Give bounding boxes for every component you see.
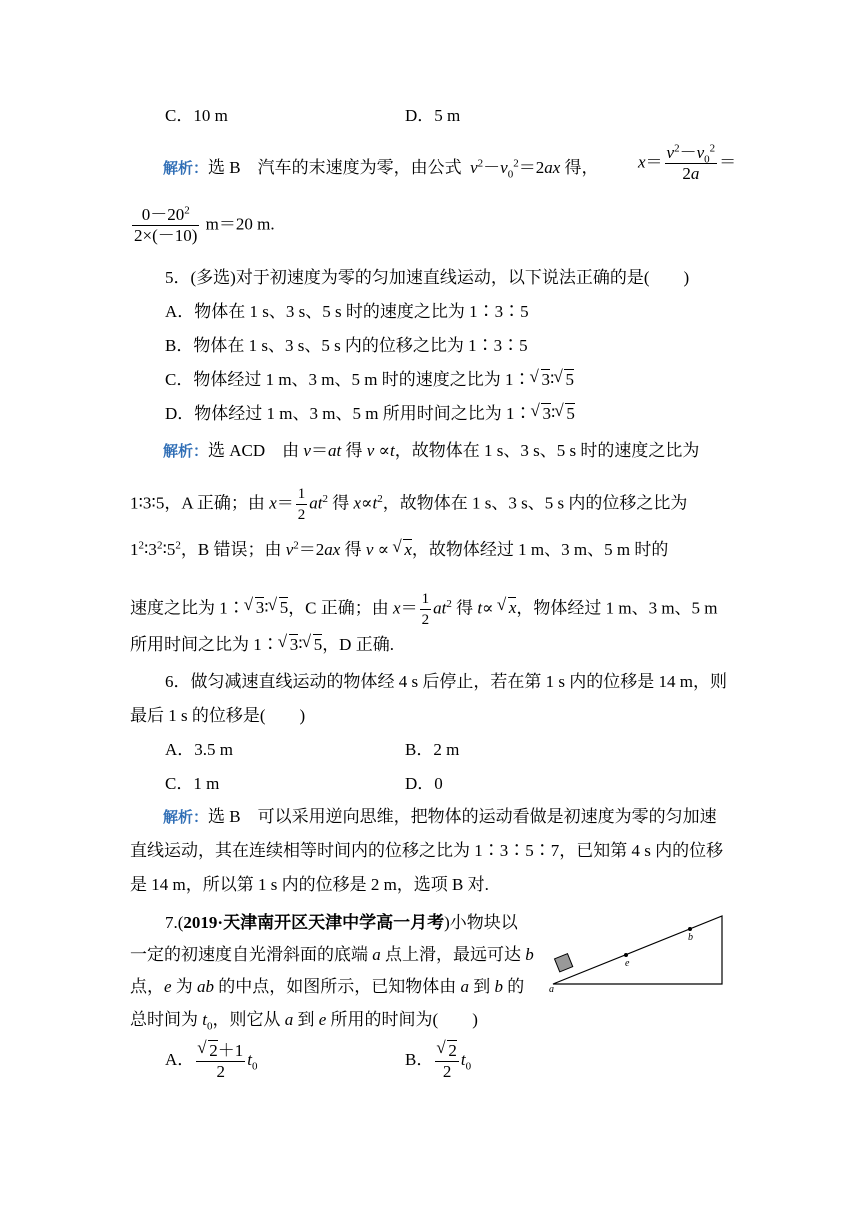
q5-option-d: D．物体经过 1 m、3 m、5 m 所用时间之比为 1∶√ 3∶√ 5 (165, 403, 575, 425)
q7-opt-b-label: B． (405, 1049, 434, 1069)
q4-result: $\frac{0-20^2}{2\times(-10)}$ m＝20 m. (134, 204, 275, 245)
q5-a4b: ，C 正确；由 (288, 598, 389, 618)
q7-stem-1 (165, 912, 518, 934)
q7-stem-2: 一定的初速度自光滑斜面的底端 a 点上滑，最远可达 b (130, 945, 534, 964)
q5-option-a: A．物体在 1 s、3 s、5 s 时的速度之比为 1∶3∶5 (165, 302, 529, 321)
q7-source: 2019·天津南开区天津中学高一月考 (183, 913, 445, 932)
analysis-label: 解析： (163, 808, 209, 826)
q5-stem: 5．(多选)对于初速度为零的匀加速直线运动，以下说法正确的是( ) (165, 268, 690, 287)
q5-analysis-line4: 速度之比为 1∶√ 3∶√ 5，C 正确；由 x＝ $\frac{1}{2}$ $at^2$ 得 t∝ √ x，物体经过 1 m、3 m、5 m (130, 589, 718, 630)
q6-analysis-3: 是 14 m，所以第 1 s 内的位移是 2 m，选项 B 对. (130, 875, 489, 894)
q6-stem-2: 最后 1 s 的位移是( ) (130, 706, 306, 725)
q7-s3a: 点， (130, 977, 164, 996)
q4-result-text: m＝20 m. (205, 214, 275, 234)
q4-analysis-text: 选 B 汽车的末速度为零，由公式 (208, 158, 462, 177)
q6-a1: 选 B 可以采用逆向思维，把物体的运动看做是初速度为零的匀加速 (208, 807, 717, 826)
block (555, 954, 573, 972)
analysis-label: 解析： (163, 442, 209, 460)
q7-s4d: 所用的时间为( ) (330, 1010, 478, 1029)
q4-analysis (163, 157, 599, 179)
q4-analysis-text-2: 得， (564, 158, 599, 177)
q7-s4a: 总时间为 (130, 1010, 198, 1029)
formula: $v^2-v_0^2=2ax$ (470, 157, 561, 181)
q7-stem1-rest: )小物块以 (444, 913, 518, 932)
q7-s2: 一定的初速度自光滑斜面的底端 (130, 945, 368, 964)
q7-s4b: ，则它从 (212, 1010, 281, 1029)
q5-analysis-line3: $1^2∶3^2∶5^2$，B 错误；由 $v^2=2ax$ 得 v ∝ √ x，故物体经过 1 m、3 m、5 m 时的 (130, 539, 668, 561)
q5-option-c: C．物体经过 1 m、3 m、5 m 时的速度之比为 1∶√ 3∶√ 5 (165, 369, 574, 391)
point-e (624, 953, 628, 957)
label-a: a (549, 984, 554, 994)
q7-s3c: 的中点，如图所示，已知物体由 (218, 977, 457, 996)
q5-a1b: ，故物体在 1 s、3 s、5 s 时的速度之比为 (394, 441, 700, 460)
q5-analysis-line2: 1∶3∶5，A 正确；由 x＝ $\frac{1}{2}$ $at^2$ 得 $x\propto t^2$，故物体在 1 s、3 s、5 s 内的位移之比为 (130, 486, 688, 523)
label-b: b (688, 932, 693, 943)
q4-fraction: x＝ $\frac{v^2-v_0^2}{2a}$ ＝ (638, 142, 737, 183)
q5-analysis-line5: 所用时间之比为 1∶√ 3∶√ 5，D 正确. (130, 634, 394, 656)
q7-option-a: A． √ $\frac{2+1}{2}$ $t_0$ (165, 1040, 258, 1082)
q7-s3d: 到 (473, 977, 491, 996)
analysis-label: 解析： (163, 159, 209, 177)
incline-figure (545, 912, 725, 994)
q5-a1: 选 ACD 由 (208, 441, 300, 460)
q6-option-c: C．1 m (165, 774, 220, 793)
q4-option-d: D．5 m (405, 106, 461, 125)
q5-a3: ，B 错误；由 (180, 540, 282, 559)
q5-a5b: ，D 正确. (322, 635, 394, 654)
q6-stem-1: 6．做匀减速直线运动的物体经 4 s 后停止，若在第 1 s 内的位移是 14 m，则 (165, 672, 727, 691)
q6-option-b: B．2 m (405, 740, 460, 759)
q7-stem-4: 总时间为 $t_0$，则它从 a 到 e 所用的时间为( ) (130, 1010, 478, 1033)
q5-a2b: ，故物体在 1 s、3 s、5 s 内的位移之比为 (382, 493, 688, 513)
point-b (688, 927, 692, 931)
q5-analysis-line1: 解析：选 ACD 由 v＝at 得 v ∝t，故物体在 1 s、3 s、5 s 时的速度之比为 (163, 441, 700, 460)
label-e: e (625, 958, 630, 969)
q7-num: 7.( (165, 913, 184, 932)
q5-a4c: ，物体经过 1 m、3 m、5 m (516, 598, 718, 618)
q6-analysis-1 (163, 806, 717, 828)
q7-s2b: 点上滑，最远可达 (385, 945, 521, 964)
q5-option-d-text: D．物体经过 1 m、3 m、5 m 所用时间之比为 1∶ (165, 404, 532, 423)
q6-option-a: A．3.5 m (165, 740, 233, 759)
q7-stem-3: 点，e 为 ab 的中点，如图所示，已知物体由 a 到 b 的 (130, 977, 525, 996)
q7-s3b: 为 (175, 977, 193, 996)
q7-s3e: 的 (507, 977, 525, 996)
q5-a4: 速度之比为 1∶ (130, 598, 245, 618)
q5-option-b: B．物体在 1 s、3 s、5 s 内的位移之比为 1∶3∶5 (165, 336, 528, 355)
incline-triangle (553, 916, 722, 984)
q5-a5: 所用时间之比为 1∶ (130, 635, 279, 654)
q5-a3b: ，故物体经过 1 m、3 m、5 m 时的 (411, 540, 669, 559)
q6-analysis-2: 直线运动，其在连续相等时间内的位移之比为 1∶3∶5∶7，已知第 4 s 内的位移 (130, 841, 724, 860)
q5-option-c-text: C．物体经过 1 m、3 m、5 m 时的速度之比为 1∶ (165, 370, 531, 389)
q7-option-b: B． √ $\frac{2}{2}$ $t_0$ (405, 1040, 471, 1082)
q7-opt-a-label: A． (165, 1049, 195, 1069)
q5-a2: 1∶3∶5，A 正确；由 (130, 493, 265, 513)
q7-s4c: 到 (297, 1010, 315, 1029)
q4-option-c: C．10 m (165, 106, 228, 125)
q6-option-d: D．0 (405, 774, 443, 793)
